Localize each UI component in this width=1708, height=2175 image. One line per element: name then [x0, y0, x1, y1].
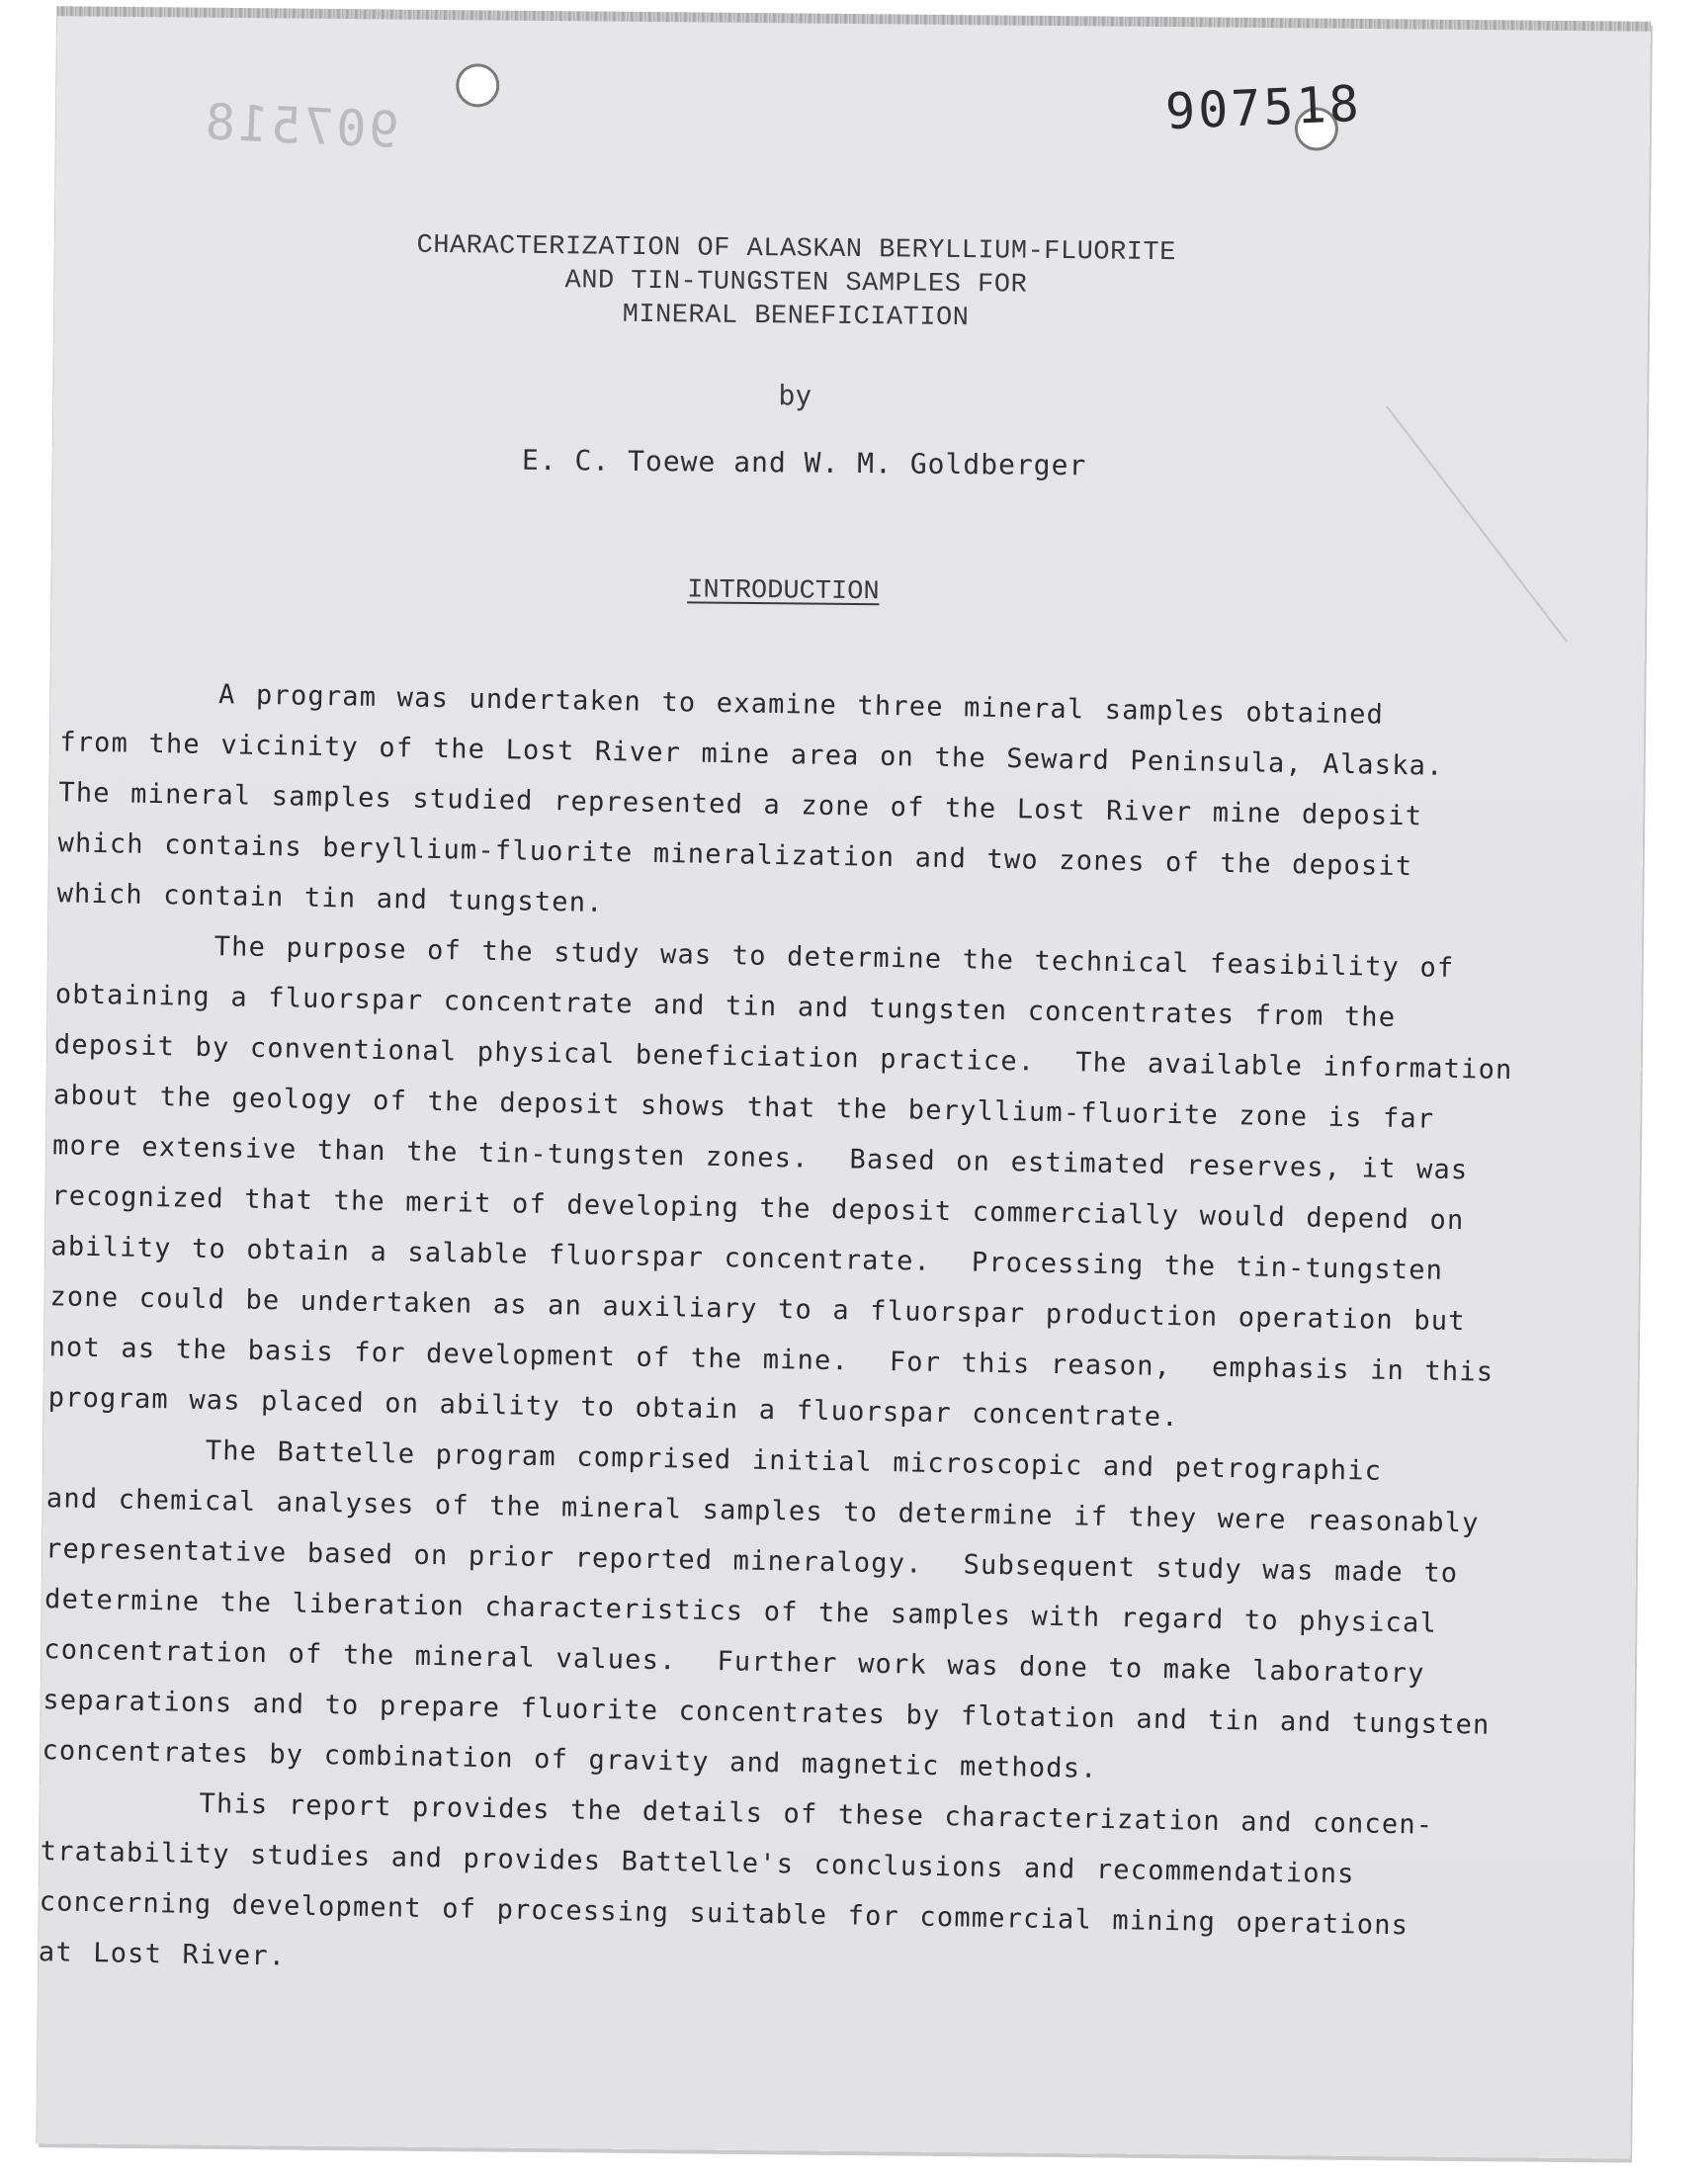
byline: by	[778, 379, 812, 412]
paragraph-line: The Battelle program comprised initial microscopic and petrographic	[205, 1436, 1383, 1487]
paragraph-line: concerning development of processing suitable for commercial mining operations	[39, 1886, 1409, 1942]
section-heading	[51, 569, 1514, 613]
paragraph-line: representative based on prior reported mineralogy. Subsequent study was made to	[44, 1533, 1459, 1590]
paragraph-line: which contain tin and tungsten.	[56, 878, 604, 918]
paragraph-line: A program was undertaken to examine three mineral samples obtained	[217, 679, 1385, 731]
paragraph-2	[47, 918, 1519, 1448]
report-title	[54, 225, 1538, 340]
section-heading-text: INTRODUCTION	[687, 575, 880, 608]
paragraph-line: deposit by conventional physical beneficiation practice. The available information	[53, 1029, 1513, 1087]
punch-hole-left	[456, 63, 499, 107]
bleed-through-number: 907518	[201, 93, 400, 160]
document-number: 907518	[1163, 74, 1363, 141]
paragraph-line: tratability studies and provides Battelle's conclusions and recommendations	[40, 1836, 1355, 1890]
authors: E. C. Toewe and W. M. Goldberger	[521, 443, 1087, 482]
paragraph-4	[38, 1776, 1503, 2003]
paragraph-line: separations and to prepare fluorite concentrates by flotation and tin and tungsten	[43, 1685, 1491, 1741]
paragraph-line: ability to obtain a salable fluorspar concentrate. Processing the tin-tungsten	[50, 1231, 1444, 1286]
body-text	[38, 666, 1523, 2003]
paragraph-line: concentration of the mineral values. Further work was done to make laboratory	[43, 1634, 1425, 1690]
paragraph-line: The mineral samples studied represented a zone of the Lost River mine deposit	[58, 777, 1423, 832]
paragraph-line: zone could be undertaken as an auxiliary to a fluorspar production operation but	[49, 1281, 1466, 1338]
paragraph-line: about the geology of the deposit shows that the beryllium-fluorite zone is far	[52, 1080, 1435, 1135]
paragraph-line: The purpose of the study was to determine the technical feasibility of	[214, 931, 1455, 984]
paragraph-line: and chemical analyses of the mineral samples to determine if they were reasonably	[45, 1483, 1480, 1539]
paragraph-line: more extensive than the tin-tungsten zones. Based on estimated reserves, it was	[51, 1130, 1469, 1186]
paragraph-3	[42, 1423, 1510, 1801]
title-line: MINERAL BENEFICIATION	[622, 300, 970, 334]
scan-top-edge	[57, 6, 1651, 31]
paragraph-line: program was placed on ability to obtain a fluorspar concentrate.	[47, 1382, 1179, 1434]
paragraph-line: This report provides the details of these characterization and concen-	[199, 1787, 1434, 1841]
scanned-page	[37, 6, 1651, 2158]
title-line: AND TIN-TUNGSTEN SAMPLES FOR	[564, 266, 1028, 301]
paragraph-line: not as the basis for development of the mine. For this reason, emphasis in this	[48, 1332, 1494, 1388]
paragraph-line: which contains beryllium-fluorite mineralization and two zones of the deposit	[57, 827, 1413, 883]
paragraph-1	[56, 666, 1523, 944]
paragraph-line: determine the liberation characteristics of the samples with regard to physical	[43, 1584, 1438, 1639]
paragraph-line: recognized that the merit of developing the deposit commercially would depend on	[51, 1180, 1465, 1237]
paragraph-line: from the vicinity of the Lost River mine area on the Seward Peninsula, Alaska.	[59, 727, 1444, 782]
paragraph-line: at Lost River.	[38, 1937, 287, 1972]
title-line: CHARACTERIZATION OF ALASKAN BERYLLIUM-FLUORITE	[416, 230, 1176, 269]
paragraph-line: obtaining a fluorspar concentrate and tin and tungsten concentrates from the	[54, 979, 1397, 1033]
paragraph-line: concentrates by combination of gravity and magnetic methods.	[42, 1735, 1098, 1784]
